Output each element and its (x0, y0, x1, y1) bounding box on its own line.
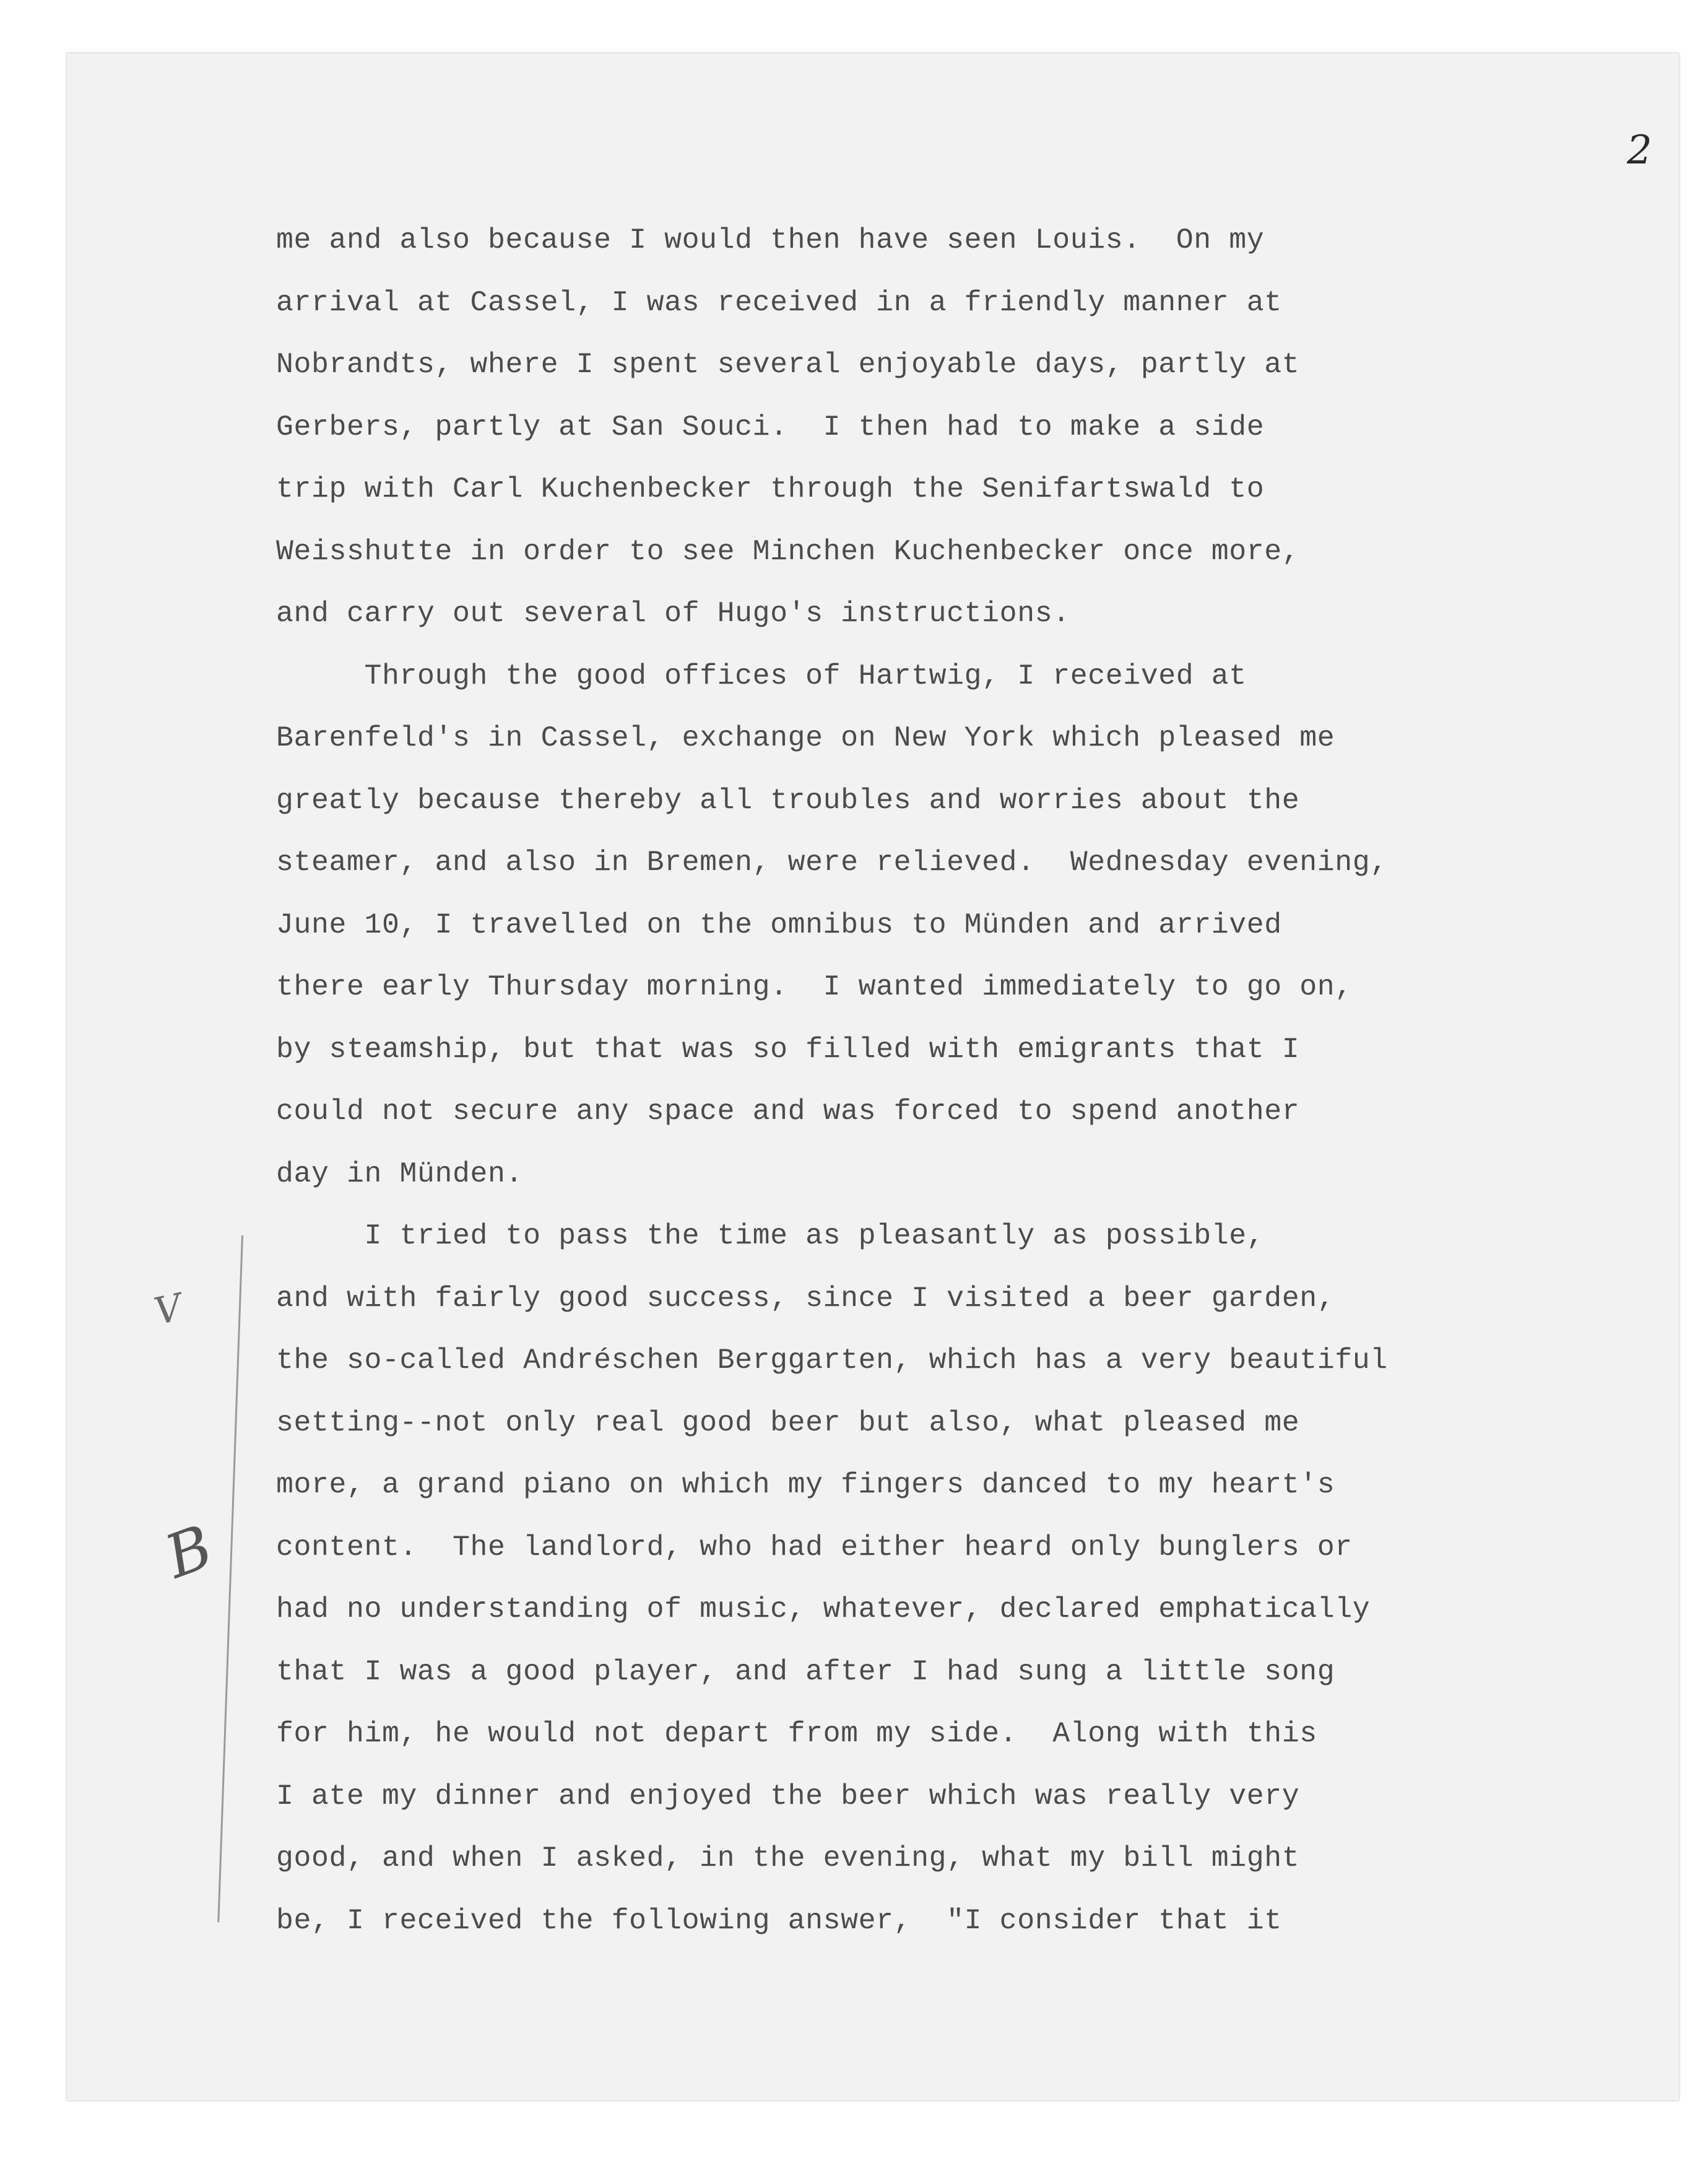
page-number: 2 (1627, 128, 1652, 173)
text-line: be, I received the following answer, "I consider that it (276, 1903, 1282, 1937)
text-line: I tried to pass the time as pleasantly as possible, (276, 1219, 1265, 1252)
text-line: more, a grand piano on which my fingers danced to my heart's (276, 1468, 1335, 1501)
text-line: could not secure any space and was forced to spend another (276, 1095, 1300, 1128)
margin-handwritten-note-2: B (156, 1512, 222, 1592)
text-line: content. The landlord, who had either heard only bunglers or (276, 1530, 1353, 1564)
text-line: for him, he would not depart from my side. Along with this (276, 1717, 1317, 1750)
text-line: Gerbers, partly at San Souci. I then had to make a side (276, 410, 1265, 443)
text-line: Barenfeld's in Cassel, exchange on New York which pleased me (276, 721, 1335, 754)
text-line: and carry out several of Hugo's instructions. (276, 597, 1070, 630)
text-line: June 10, I travelled on the omnibus to Münden and arrived (276, 908, 1282, 941)
margin-handwritten-note-1: V (150, 1286, 186, 1334)
text-line: Weisshutte in order to see Minchen Kuchenbecker once more, (276, 534, 1300, 568)
text-line: I ate my dinner and enjoyed the beer which was really very (276, 1779, 1300, 1812)
text-line: the so-called Andréschen Berggarten, which has a very beautiful (276, 1344, 1388, 1377)
text-line: day in Münden. (276, 1157, 524, 1190)
text-line: greatly because thereby all troubles and worries about the (276, 783, 1300, 817)
text-line: me and also because I would then have seen Louis. On my (276, 224, 1265, 256)
text-line: there early Thursday morning. I wanted immediately to go on, (276, 970, 1353, 1003)
text-line: good, and when I asked, in the evening, what my bill might (276, 1842, 1300, 1874)
text-line: Nobrandts, where I spent several enjoyable days, partly at (276, 348, 1300, 381)
text-line: arrival at Cassel, I was received in a friendly manner at (276, 285, 1282, 319)
text-line: setting--not only real good beer but also, what pleased me (276, 1406, 1300, 1439)
text-line: that I was a good player, and after I had sung a little song (276, 1655, 1335, 1688)
text-line: by steamship, but that was so filled with emigrants that I (276, 1032, 1300, 1066)
text-line: had no understanding of music, whatever, declared emphatically (276, 1593, 1371, 1625)
typed-body-text (276, 209, 1533, 1952)
text-line: steamer, and also in Bremen, were relieved. Wednesday evening, (276, 846, 1388, 879)
text-line: and with fairly good success, since I visited a beer garden, (276, 1281, 1335, 1315)
text-line: trip with Carl Kuchenbecker through the Senifartswald to (276, 472, 1265, 505)
text-line: Through the good offices of Hartwig, I received at (276, 659, 1247, 692)
